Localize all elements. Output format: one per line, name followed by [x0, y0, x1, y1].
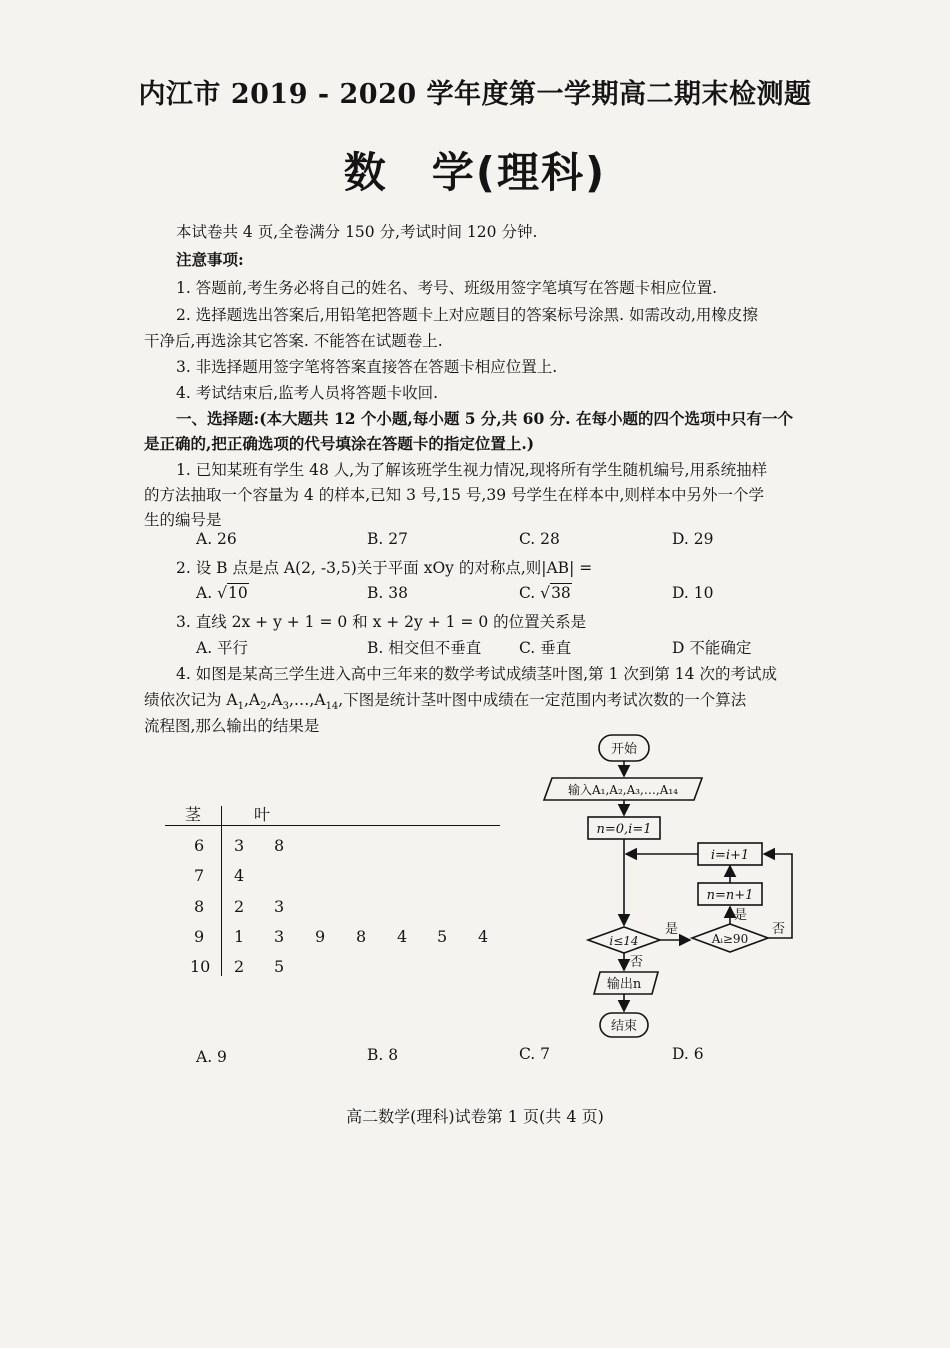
flowchart-output-label: 输出n — [606, 977, 642, 992]
sqrt-sign: √38 — [540, 584, 571, 602]
flowchart-inc-i-label: i=i+1 — [710, 848, 750, 863]
flowchart-init-label: n=0,i=1 — [596, 822, 652, 837]
question-3-stem: 3. 直线 2x + y + 1 = 0 和 x + 2y + 1 = 0 的位置关系是 — [176, 613, 587, 631]
stem-value: 10 — [190, 957, 211, 976]
flowchart-end-label: 结束 — [610, 1019, 638, 1034]
q4-text: ,下图是统计茎叶图中成绩在一定范围内考试次数的一个算法 — [338, 691, 747, 709]
q3-option-a: A. 平行 — [196, 639, 249, 657]
q3-option-d: D 不能确定 — [672, 639, 752, 657]
leaf-value: 3 — [274, 927, 285, 946]
q2-option-a-radicand: 10 — [227, 584, 248, 602]
leaf-value: 8 — [356, 927, 367, 946]
subscript: 14 — [325, 701, 339, 713]
stem-value: 8 — [194, 897, 205, 916]
leaf-value: 3 — [234, 836, 245, 855]
q4-option-a: A. 9 — [196, 1048, 227, 1066]
subscript: 2 — [260, 701, 267, 713]
notice-item: 干净后,再选涂其它答案. 不能答在试题卷上. — [144, 332, 443, 350]
q2-option-c — [519, 584, 572, 602]
stem-header: 茎 — [185, 805, 202, 824]
q2-option-d: D. 10 — [672, 584, 714, 602]
flowchart-start-label: 开始 — [610, 742, 638, 757]
leaf-value: 4 — [478, 927, 489, 946]
leaf-value: 5 — [274, 957, 285, 976]
leaf-value: 3 — [274, 897, 285, 916]
leaf-value: 2 — [234, 957, 245, 976]
q4-option-d: D. 6 — [672, 1045, 704, 1063]
notice-heading: 注意事项: — [176, 250, 244, 269]
stem-value: 6 — [194, 836, 205, 855]
q2-option-a-label: A. — [196, 584, 213, 602]
notice-item: 1. 答题前,考生务必将自己的姓名、考号、班级用签字笔填写在答题卡相应位置. — [176, 279, 718, 297]
question-4-line: 绩依次记为 $A_1,A_2,A_3,\dots,A_{14}$,下图是统计茎叶图中成绩在一定范围内考试次数的一个算法 — [144, 691, 747, 713]
leaf-value: 1 — [234, 927, 245, 946]
q1-option-a: A. 26 — [196, 530, 237, 548]
leaf-value: 9 — [315, 927, 326, 946]
flowchart-inc-n-label: n=n+1 — [706, 888, 754, 903]
leaf-header: 叶 — [254, 805, 271, 824]
flowchart-cond-a-label: Aᵢ≥90 — [711, 932, 749, 946]
section-heading-cont: 是正确的,把正确选项的代号填涂在答题卡的指定位置上.) — [144, 434, 535, 453]
question-1-line: 1. 已知某班有学生 48 人,为了解该班学生视力情况,现将所有学生随机编号,用系统抽样 — [176, 461, 768, 479]
q2-option-a — [196, 584, 249, 602]
yes-label: 是 — [734, 908, 748, 923]
sqrt-sign: √10 — [217, 584, 248, 602]
no-label: 否 — [630, 955, 644, 970]
stem-divider — [221, 806, 222, 976]
leaf-value: 4 — [234, 866, 245, 885]
q4-text: 绩依次记为 A — [144, 691, 238, 709]
stem-value: 9 — [194, 927, 205, 946]
question-1-line: 的方法抽取一个容量为 4 的样本,已知 3 号,15 号,39 号学生在样本中,则样本中另外一个学 — [144, 486, 764, 504]
question-1-line: 生的编号是 — [144, 511, 222, 529]
subscript: 1 — [237, 701, 244, 713]
exam-title: 内江市 2019 - 2020 学年度第一学期高二期末检测题 — [138, 79, 812, 110]
question-4-line: 4. 如图是某高三学生进入高中三年来的数学考试成绩茎叶图,第 1 次到第 14 次的考试成 — [176, 665, 777, 683]
q2-option-c-radicand: 38 — [551, 584, 571, 602]
exam-intro: 本试卷共 4 页,全卷满分 150 分,考试时间 120 分钟. — [176, 223, 538, 241]
leaf-value: 2 — [234, 897, 245, 916]
q3-option-c: C. 垂直 — [519, 639, 572, 657]
stem-value: 7 — [194, 866, 205, 885]
q1-option-b: B. 27 — [367, 530, 408, 548]
q4-option-b: B. 8 — [367, 1046, 399, 1064]
q2-option-c-label: C. — [519, 584, 536, 602]
q3-option-b: B. 相交但不垂直 — [367, 639, 482, 657]
header-rule — [165, 825, 500, 826]
q4-option-c: C. 7 — [519, 1045, 551, 1063]
notice-item: 4. 考试结束后,监考人员将答题卡收回. — [176, 384, 439, 402]
notice-item: 3. 非选择题用签字笔将答案直接答在答题卡相应位置上. — [176, 358, 558, 376]
subscript: 3 — [282, 701, 289, 713]
section-heading: 一、选择题:(本大题共 12 个小题,每小题 5 分,共 60 分. 在每小题的四个选项中只有一个 — [176, 409, 793, 428]
leaf-value: 4 — [397, 927, 408, 946]
no-label: 否 — [772, 922, 786, 937]
notice-item: 2. 选择题选出答案后,用铅笔把答题卡上对应题目的答案标号涂黑. 如需改动,用橡皮擦 — [176, 306, 758, 324]
flowchart-cond-i-label: i≤14 — [609, 934, 639, 948]
flowchart-input-label: 输入A₁,A₂,A₃,…,A₁₄ — [568, 783, 678, 797]
q1-option-c: C. 28 — [519, 530, 560, 548]
algorithm-flowchart — [520, 728, 820, 1048]
leaf-value: 8 — [274, 836, 285, 855]
question-2-stem: 2. 设 B 点是点 A(2, -3,5)关于平面 xOy 的对称点,则|AB| = — [176, 559, 593, 577]
q2-option-b: B. 38 — [367, 584, 408, 602]
yes-label: 是 — [665, 922, 679, 937]
subject-title: 数 学(理科) — [343, 148, 607, 197]
q1-option-d: D. 29 — [672, 530, 714, 548]
leaf-value: 5 — [437, 927, 448, 946]
question-4-line: 流程图,那么输出的结果是 — [144, 717, 320, 735]
page-footer: 高二数学(理科)试卷第 1 页(共 4 页) — [346, 1107, 604, 1126]
